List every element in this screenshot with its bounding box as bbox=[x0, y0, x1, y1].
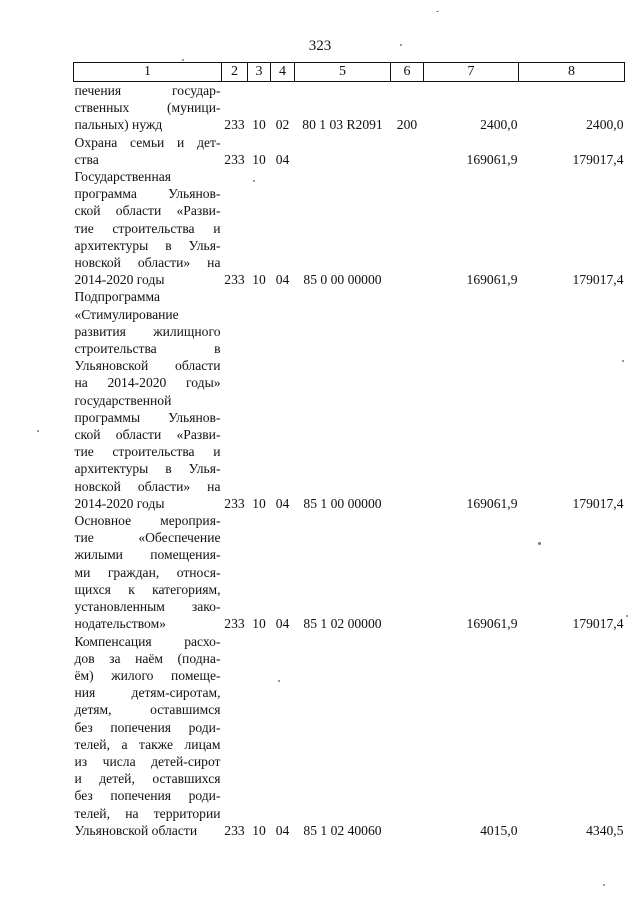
subsection-code: 04 bbox=[275, 495, 290, 511]
amount-year-2: 4340,5 bbox=[586, 822, 624, 838]
row-name-line: 2014-2020 годы bbox=[74, 272, 165, 288]
amount-year-1: 169061,9 bbox=[466, 616, 518, 632]
row-name-line: и детей, оставшихся bbox=[74, 771, 221, 787]
table-row bbox=[74, 168, 625, 288]
gr-code: 233 bbox=[224, 616, 245, 632]
row-name-line: из числа детей-сирот bbox=[74, 753, 221, 769]
section-code: 10 bbox=[252, 151, 266, 167]
header-row bbox=[74, 63, 625, 82]
scan-speck bbox=[436, 11, 439, 12]
row-name bbox=[74, 633, 222, 839]
row-name-line: ской области «Разви- bbox=[74, 203, 221, 219]
target-article-code: 80 1 03 R2091 bbox=[302, 117, 383, 133]
column-header: 4 bbox=[271, 63, 295, 82]
expense-type-code bbox=[391, 512, 424, 632]
scan-speck bbox=[400, 44, 402, 46]
target-article-code bbox=[295, 134, 391, 168]
row-name-line: развития жилищного bbox=[74, 323, 221, 339]
subsection-code: 02 bbox=[275, 117, 290, 133]
expense-type-code bbox=[391, 288, 424, 512]
section-code: 10 bbox=[252, 272, 266, 288]
row-name-line: Охрана семьи и дет- bbox=[74, 134, 221, 150]
row-name-line: 2014-2020 годы bbox=[74, 495, 165, 511]
row-name-line: строительства в bbox=[74, 341, 221, 357]
scan-speck bbox=[37, 430, 39, 432]
row-name-line: без попечения роди- bbox=[74, 788, 221, 804]
row-name-line: ства bbox=[74, 151, 99, 167]
amount-year-2: 2400,0 bbox=[586, 117, 624, 133]
column-header: 2 bbox=[222, 63, 248, 82]
row-name-line: Основное мероприя- bbox=[74, 513, 221, 529]
row-name-line: телей, а также лицам bbox=[74, 736, 221, 752]
column-header: 3 bbox=[248, 63, 271, 82]
amount-year-2: 179017,4 bbox=[572, 616, 624, 632]
row-name-line: программы Ульянов- bbox=[74, 409, 221, 425]
row-name-line: тие строительства и bbox=[74, 444, 221, 460]
target-article-code: 85 1 02 40060 bbox=[303, 822, 382, 838]
row-name-line: жилыми помещения- bbox=[74, 547, 221, 563]
subsection-code: 04 bbox=[275, 151, 290, 167]
page-number: 323 bbox=[308, 38, 332, 54]
table-body bbox=[74, 82, 625, 839]
gr-code: 233 bbox=[224, 117, 245, 133]
scan-speck bbox=[253, 180, 255, 182]
row-name bbox=[74, 288, 222, 512]
column-header: 6 bbox=[391, 63, 424, 82]
row-name-line: дов за наём (подна- bbox=[74, 650, 221, 666]
scan-speck bbox=[622, 360, 624, 362]
row-name bbox=[74, 512, 222, 632]
amount-year-1: 4015,0 bbox=[480, 822, 518, 838]
row-name-line: печения государ- bbox=[74, 83, 221, 98]
row-name-line: архитектуры в Улья- bbox=[74, 237, 221, 253]
table-row bbox=[74, 633, 625, 839]
row-name bbox=[74, 134, 222, 168]
scan-speck bbox=[278, 680, 280, 682]
column-header: 1 bbox=[74, 63, 222, 82]
row-name-line: «Стимулирование bbox=[74, 306, 179, 322]
row-name-line: государственной bbox=[74, 392, 172, 408]
section-code: 10 bbox=[252, 822, 266, 838]
row-name-line: ём) жилого помеще- bbox=[74, 667, 221, 683]
amount-year-1: 2400,0 bbox=[480, 117, 518, 133]
row-name-line: нодательством» bbox=[74, 616, 166, 632]
row-name-line: ственных (муници- bbox=[74, 100, 221, 116]
row-name-line: Компенсация расхо- bbox=[74, 633, 221, 649]
row-name-line: новской области» на bbox=[74, 478, 221, 494]
row-name-line: ской области «Разви- bbox=[74, 427, 221, 443]
row-name bbox=[74, 82, 222, 134]
amount-year-2: 179017,4 bbox=[572, 272, 624, 288]
section-code: 10 bbox=[252, 616, 266, 632]
row-name-line: телей, на территории bbox=[74, 805, 221, 821]
gr-code: 233 bbox=[224, 151, 245, 167]
target-article-code: 85 1 02 00000 bbox=[303, 616, 382, 632]
row-name-line: без попечения роди- bbox=[74, 719, 221, 735]
row-name-line: тие «Обеспечение bbox=[74, 530, 221, 546]
row-name-line: новской области» на bbox=[74, 255, 221, 271]
row-name-line: Ульяновской области bbox=[74, 822, 198, 838]
gr-code: 233 bbox=[224, 822, 245, 838]
gr-code: 233 bbox=[224, 495, 245, 511]
expense-type-code bbox=[391, 168, 424, 288]
row-name-line: детям, оставшимся bbox=[74, 702, 221, 718]
table-row bbox=[74, 512, 625, 632]
column-header: 7 bbox=[424, 63, 519, 82]
scan-speck bbox=[603, 884, 605, 886]
budget-table bbox=[73, 62, 625, 839]
row-name bbox=[74, 168, 222, 288]
amount-year-1: 169061,9 bbox=[466, 495, 518, 511]
expense-type-code: 200 bbox=[396, 117, 418, 133]
scan-speck bbox=[538, 542, 541, 545]
table-row bbox=[74, 288, 625, 512]
scan-speck bbox=[626, 615, 628, 617]
subsection-code: 04 bbox=[275, 822, 290, 838]
expense-type-code bbox=[391, 633, 424, 839]
target-article-code: 85 0 00 00000 bbox=[303, 272, 382, 288]
gr-code: 233 bbox=[224, 272, 245, 288]
row-name-line: ми граждан, относя- bbox=[74, 564, 221, 580]
column-header: 8 bbox=[519, 63, 625, 82]
section-code: 10 bbox=[252, 495, 266, 511]
subsection-code: 04 bbox=[275, 272, 290, 288]
row-name-line: архитектуры в Улья- bbox=[74, 461, 221, 477]
amount-year-1: 169061,9 bbox=[466, 272, 518, 288]
table-row bbox=[74, 134, 625, 168]
row-name-line: тие строительства и bbox=[74, 220, 221, 236]
target-article-code: 85 1 00 00000 bbox=[303, 495, 382, 511]
section-code: 10 bbox=[252, 117, 266, 133]
row-name-line: ния детям-сиротам, bbox=[74, 685, 221, 701]
amount-year-1: 169061,9 bbox=[466, 151, 518, 167]
row-name-line: на 2014-2020 годы» bbox=[74, 375, 221, 391]
row-name-line: Подпрограмма bbox=[74, 289, 161, 305]
row-name-line: щихся к категориям, bbox=[74, 581, 221, 597]
table-row bbox=[74, 82, 625, 134]
row-name-line: пальных) нужд bbox=[74, 117, 163, 133]
row-name-line: Ульяновской области bbox=[74, 358, 221, 374]
scan-speck bbox=[182, 59, 184, 61]
row-name-line: программа Ульянов- bbox=[74, 186, 221, 202]
expense-type-code bbox=[391, 134, 424, 168]
amount-year-2: 179017,4 bbox=[572, 495, 624, 511]
row-name-line: Государственная bbox=[74, 169, 172, 185]
row-name-line: установленным зако- bbox=[74, 599, 221, 615]
amount-year-2: 179017,4 bbox=[572, 151, 624, 167]
column-header: 5 bbox=[295, 63, 391, 82]
subsection-code: 04 bbox=[275, 616, 290, 632]
